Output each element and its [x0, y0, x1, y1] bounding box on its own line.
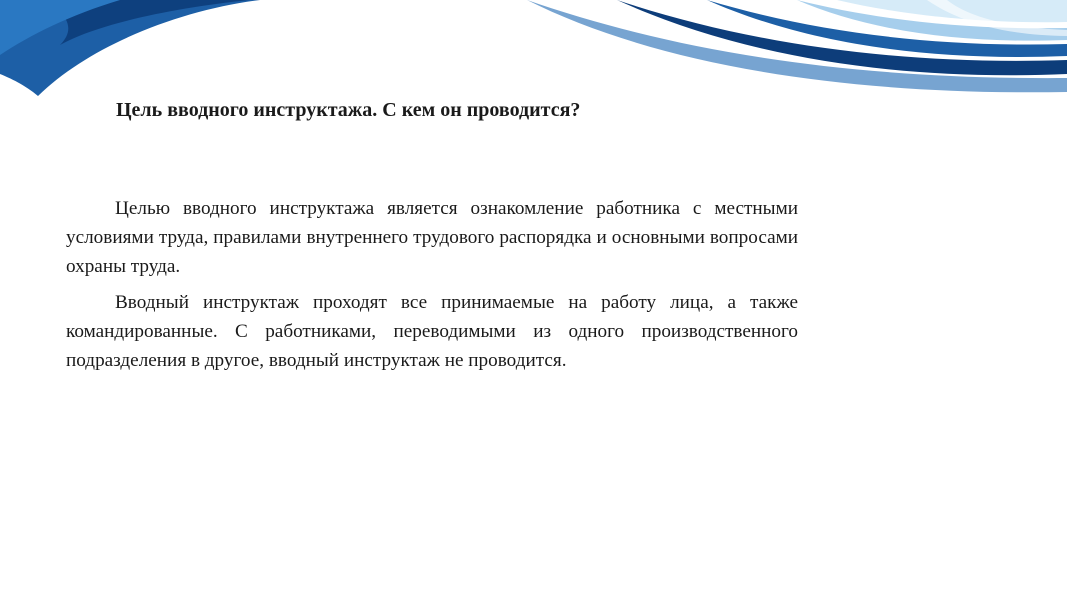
paragraph-2: Вводный инструктаж проходят все принимаемые на работу лица, а также командированные. С работниками, переводимыми из одного производственного подразделения в другое, вводный инструктаж не проводится. — [66, 292, 798, 371]
slide-title: Цель вводного инструктажа. С кем он проводится? — [116, 99, 581, 121]
paragraph-1: Целью вводного инструктажа является ознакомление работника с местными условиями труда, правилами внутреннего трудового распорядка и основными вопросами охраны труда. — [66, 198, 798, 277]
top-right-swoosh-decoration — [507, 0, 1067, 100]
slide-body — [66, 194, 798, 382]
top-left-wave-decoration — [0, 0, 280, 100]
